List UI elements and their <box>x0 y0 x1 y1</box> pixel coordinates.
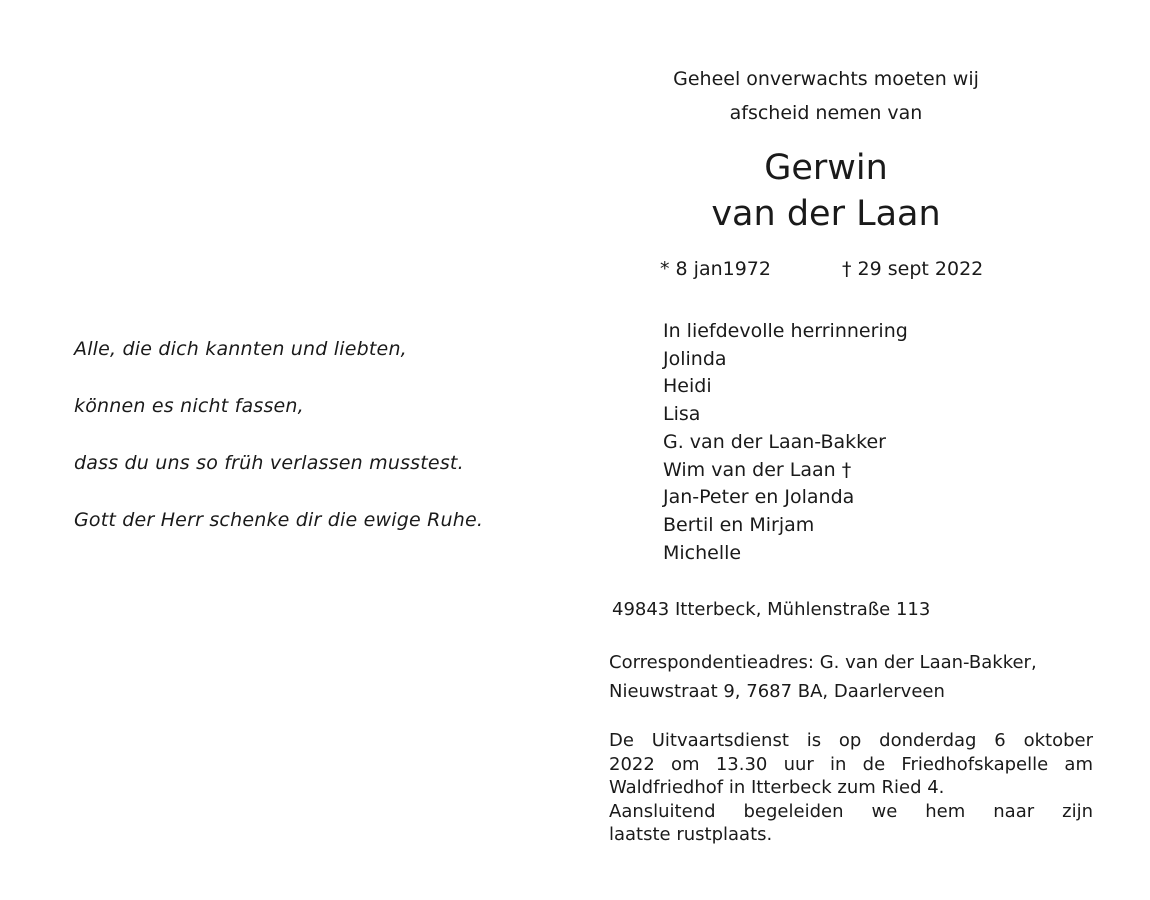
intro-text <box>600 62 1052 130</box>
family-member: Jolinda <box>663 347 727 370</box>
service-line: 2022 om 13.30 uur in de Friedhofskapelle am <box>609 753 1093 775</box>
verse-line: Alle, die dich kannten und liebten, <box>74 338 407 360</box>
verse-line: dass du uns so früh verlassen musstest. <box>74 452 464 474</box>
family-member: Lisa <box>663 403 701 426</box>
verse-line: können es nicht fassen, <box>74 395 304 417</box>
service-line: Aansluitend begeleiden we hem naar zijn <box>609 800 1093 822</box>
correspondence-address <box>609 648 1037 706</box>
correspondence-line: Correspondentieadres: G. van der Laan-Bakker, <box>609 652 1037 673</box>
family-member: Heidi <box>663 375 712 398</box>
service-line: laatste rustplaats. <box>609 824 773 845</box>
intro-line: afscheid nemen van <box>729 102 923 124</box>
deceased-name <box>600 145 1052 237</box>
intro-line: Geheel onverwachts moeten wij <box>673 68 979 90</box>
correspondence-line: Nieuwstraat 9, 7687 BA, Daarlerveen <box>609 681 945 702</box>
family-member: Wim van der Laan † <box>663 458 852 481</box>
funeral-service-info <box>609 729 1093 847</box>
family-member: G. van der Laan-Bakker <box>663 430 886 453</box>
service-line: Waldfriedhof in Itterbeck zum Ried 4. <box>609 777 945 798</box>
family-heading: In liefdevolle herrinnering <box>663 320 908 342</box>
death-date: † 29 sept 2022 <box>842 258 984 280</box>
family-member: Jan-Peter en Jolanda <box>663 486 855 509</box>
family-list <box>663 318 908 567</box>
verse-line: Gott der Herr schenke dir die ewige Ruhe. <box>74 509 484 531</box>
birth-date: * 8 jan1972 <box>660 258 771 280</box>
service-line: De Uitvaartsdienst is op donderdag 6 oktober <box>609 730 1093 751</box>
family-member: Michelle <box>663 541 742 564</box>
family-member: Bertil en Mirjam <box>663 513 815 536</box>
first-name: Gerwin <box>764 148 888 188</box>
last-name: van der Laan <box>711 194 941 234</box>
home-address: 49843 Itterbeck, Mühlenstraße 113 <box>612 599 931 620</box>
